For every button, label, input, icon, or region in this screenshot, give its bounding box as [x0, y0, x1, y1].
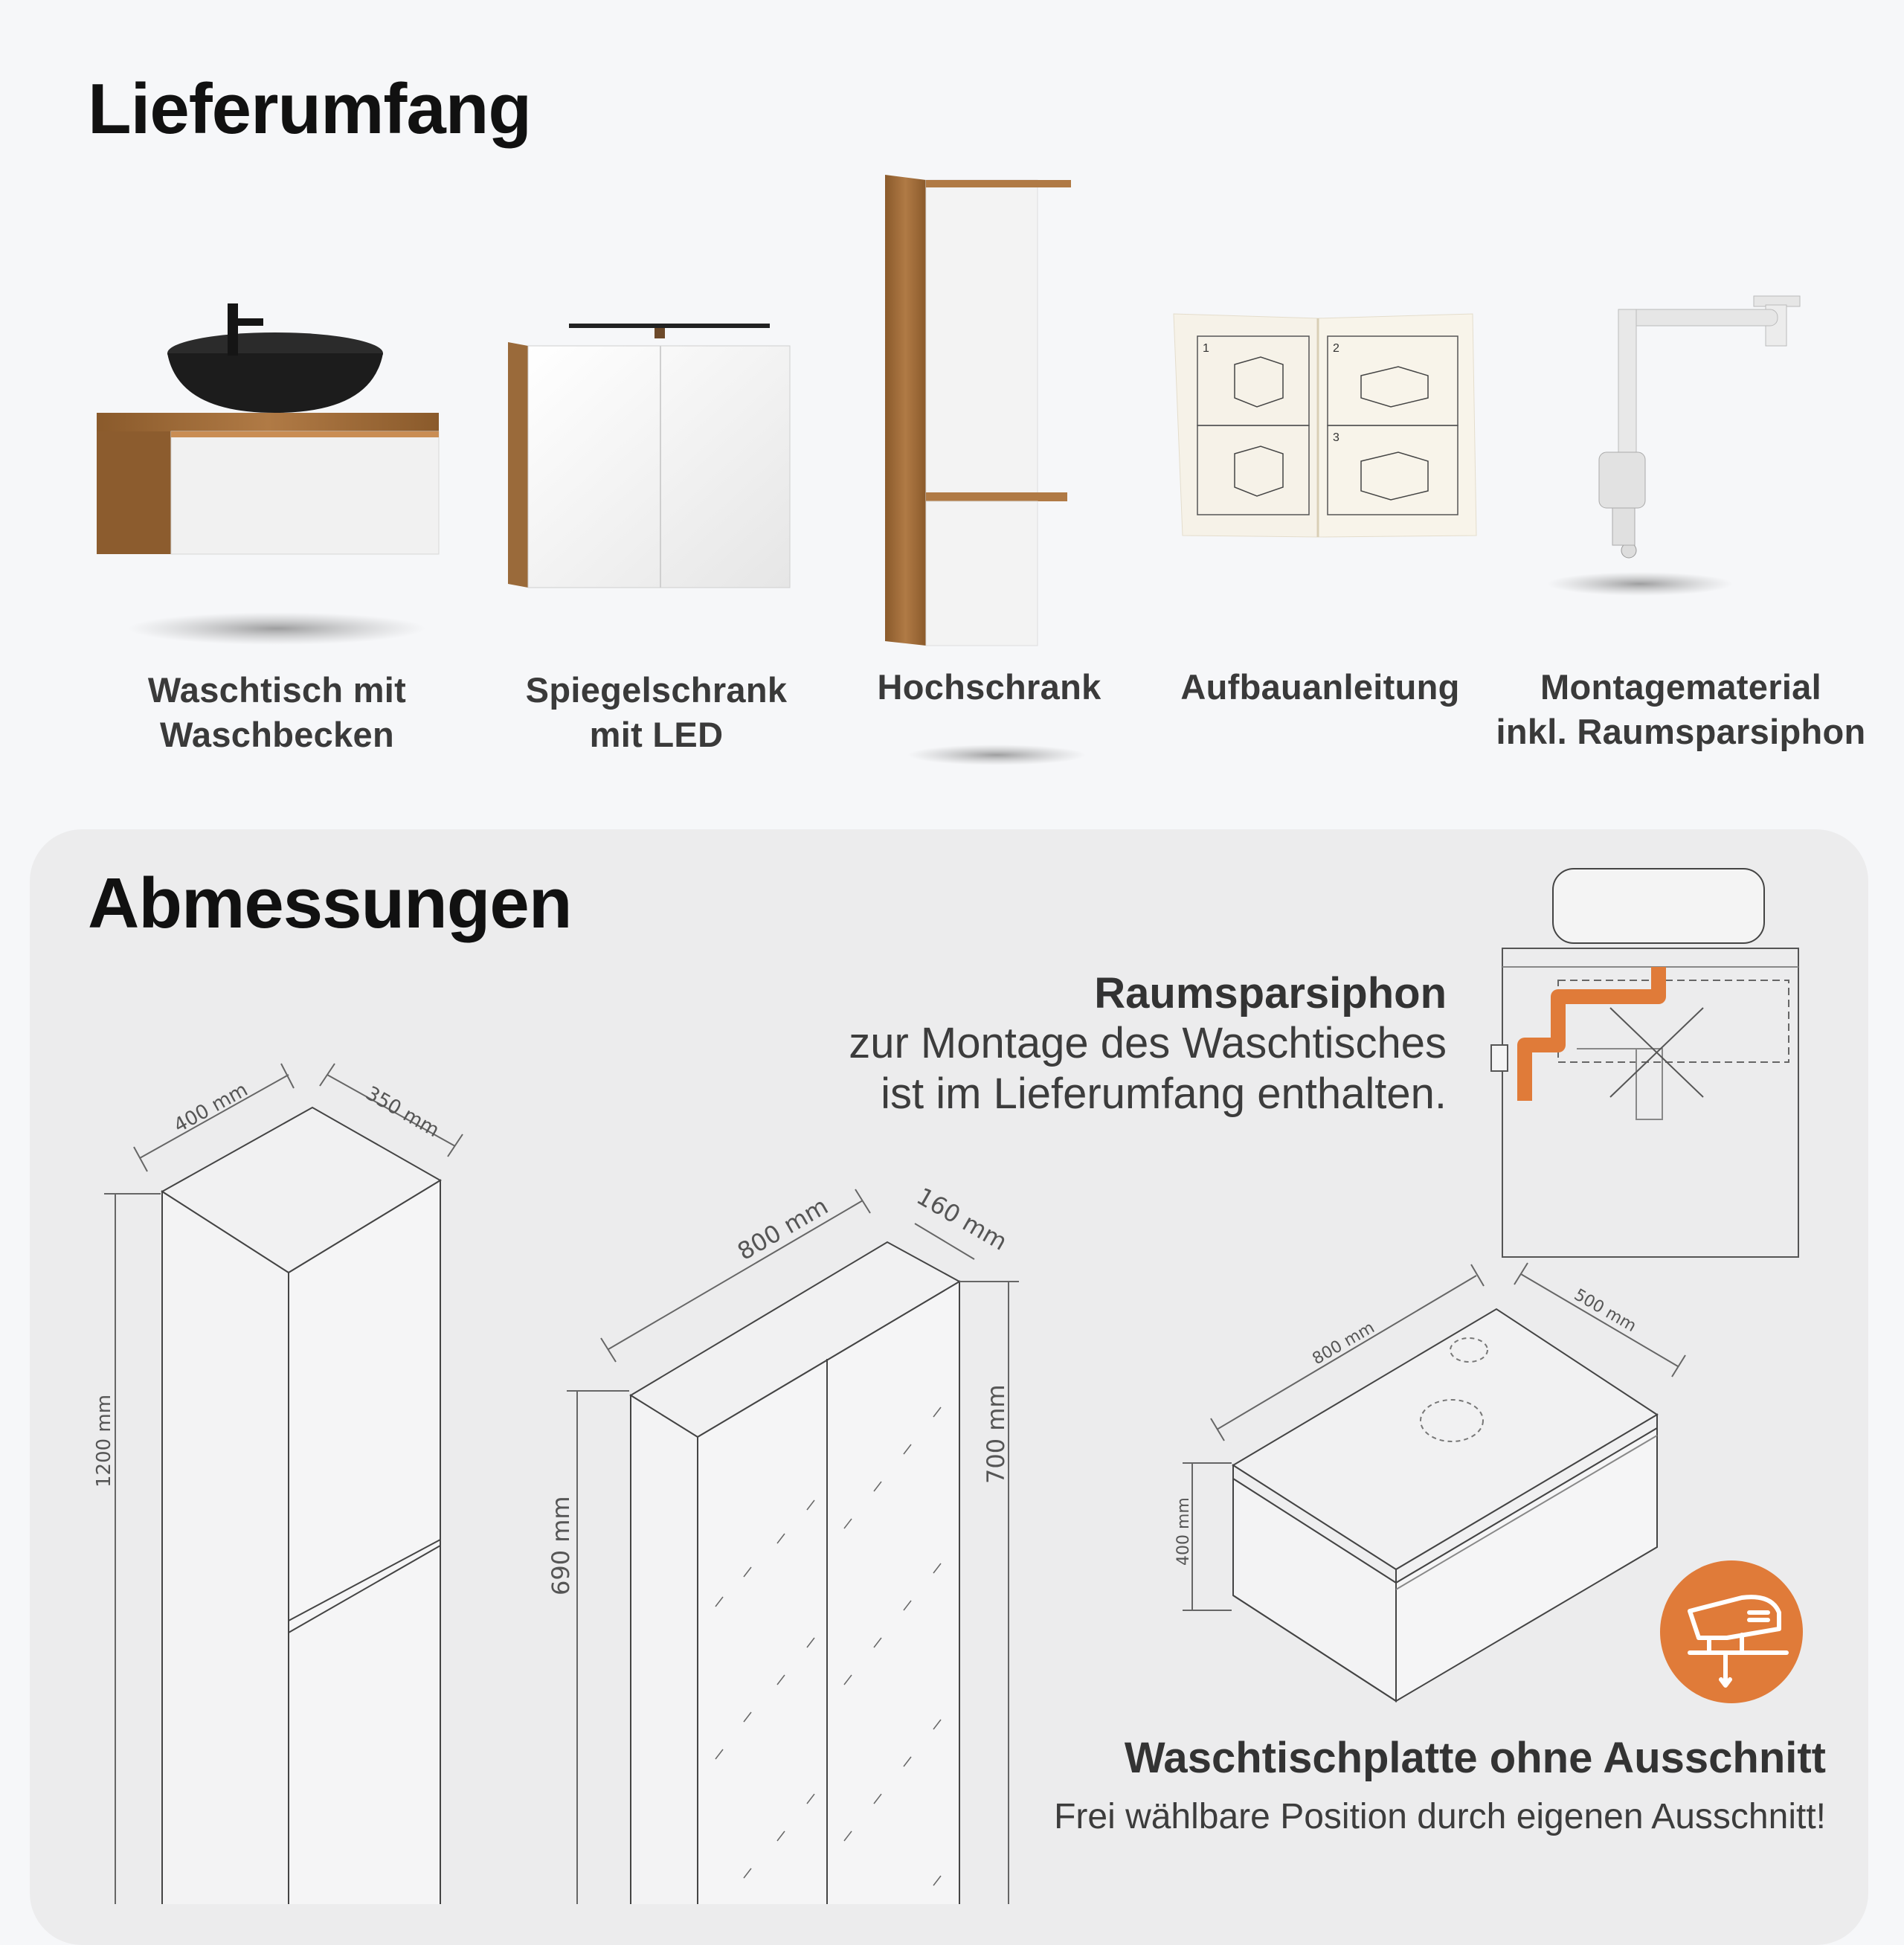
vanity-height-label: 400 mm	[1174, 1497, 1193, 1566]
vanity-drawing	[1183, 1263, 1685, 1701]
mirror-height-label: 700 mm	[982, 1384, 1010, 1484]
siphon-title: Raumsparsiphon	[1094, 969, 1447, 1017]
manual-step-1: 1	[1203, 342, 1209, 355]
item-label-line: Hochschrank	[877, 667, 1101, 707]
tall-cabinet-drawing	[104, 1064, 463, 1904]
tall-width-label: 400 mm	[170, 1078, 252, 1138]
item-label-line: Montagematerial	[1540, 667, 1821, 707]
item-label-vanity	[112, 668, 443, 757]
mirror-width-label: 800 mm	[733, 1192, 833, 1266]
item-label-line: Waschbecken	[159, 715, 395, 754]
cutout-text: Frei wählbare Position durch eigenen Ausschnitt!	[1054, 1797, 1826, 1836]
mirror-depth-label: 160 mm	[912, 1182, 1012, 1256]
siphon-text-line: ist im Lieferumfang enthalten.	[881, 1070, 1447, 1118]
tall-height-label: 1200 mm	[93, 1394, 115, 1488]
item-label-tall-cabinet	[826, 665, 1153, 710]
manual-step-3: 3	[1333, 431, 1339, 444]
item-label-mirror-cabinet	[491, 668, 822, 757]
vanity-width-label: 800 mm	[1309, 1318, 1378, 1369]
item-label-line: inkl. Raumsparsiphon	[1496, 712, 1866, 751]
manual-step-2: 2	[1333, 342, 1339, 355]
jigsaw-icon	[1660, 1560, 1803, 1703]
siphon-image	[1547, 296, 1800, 596]
dimensions-title: Abmessungen	[88, 864, 572, 943]
cutout-info	[710, 1733, 1826, 1837]
delivery-title: Lieferumfang	[88, 69, 532, 149]
item-label-manual	[1157, 665, 1484, 710]
manual-image	[1174, 314, 1476, 537]
item-label-mounting-material	[1488, 665, 1874, 754]
item-label-line: Aufbauanleitung	[1180, 667, 1460, 707]
siphon-diagram	[1491, 869, 1798, 1257]
vanity-depth-label: 500 mm	[1571, 1285, 1640, 1337]
item-label-line: Spiegelschrank	[525, 670, 788, 710]
siphon-text-line: zur Montage des Waschtisches	[849, 1019, 1447, 1067]
mirror-front-height-label: 690 mm	[547, 1496, 575, 1595]
cutout-title: Waschtischplatte ohne Ausschnitt	[1124, 1734, 1826, 1782]
mirror-cabinet-image	[508, 324, 790, 588]
item-label-line: Waschtisch mit	[147, 670, 407, 710]
vanity-image	[97, 303, 439, 645]
item-label-line: mit LED	[589, 715, 724, 754]
tall-depth-label: 350 mm	[361, 1082, 443, 1142]
